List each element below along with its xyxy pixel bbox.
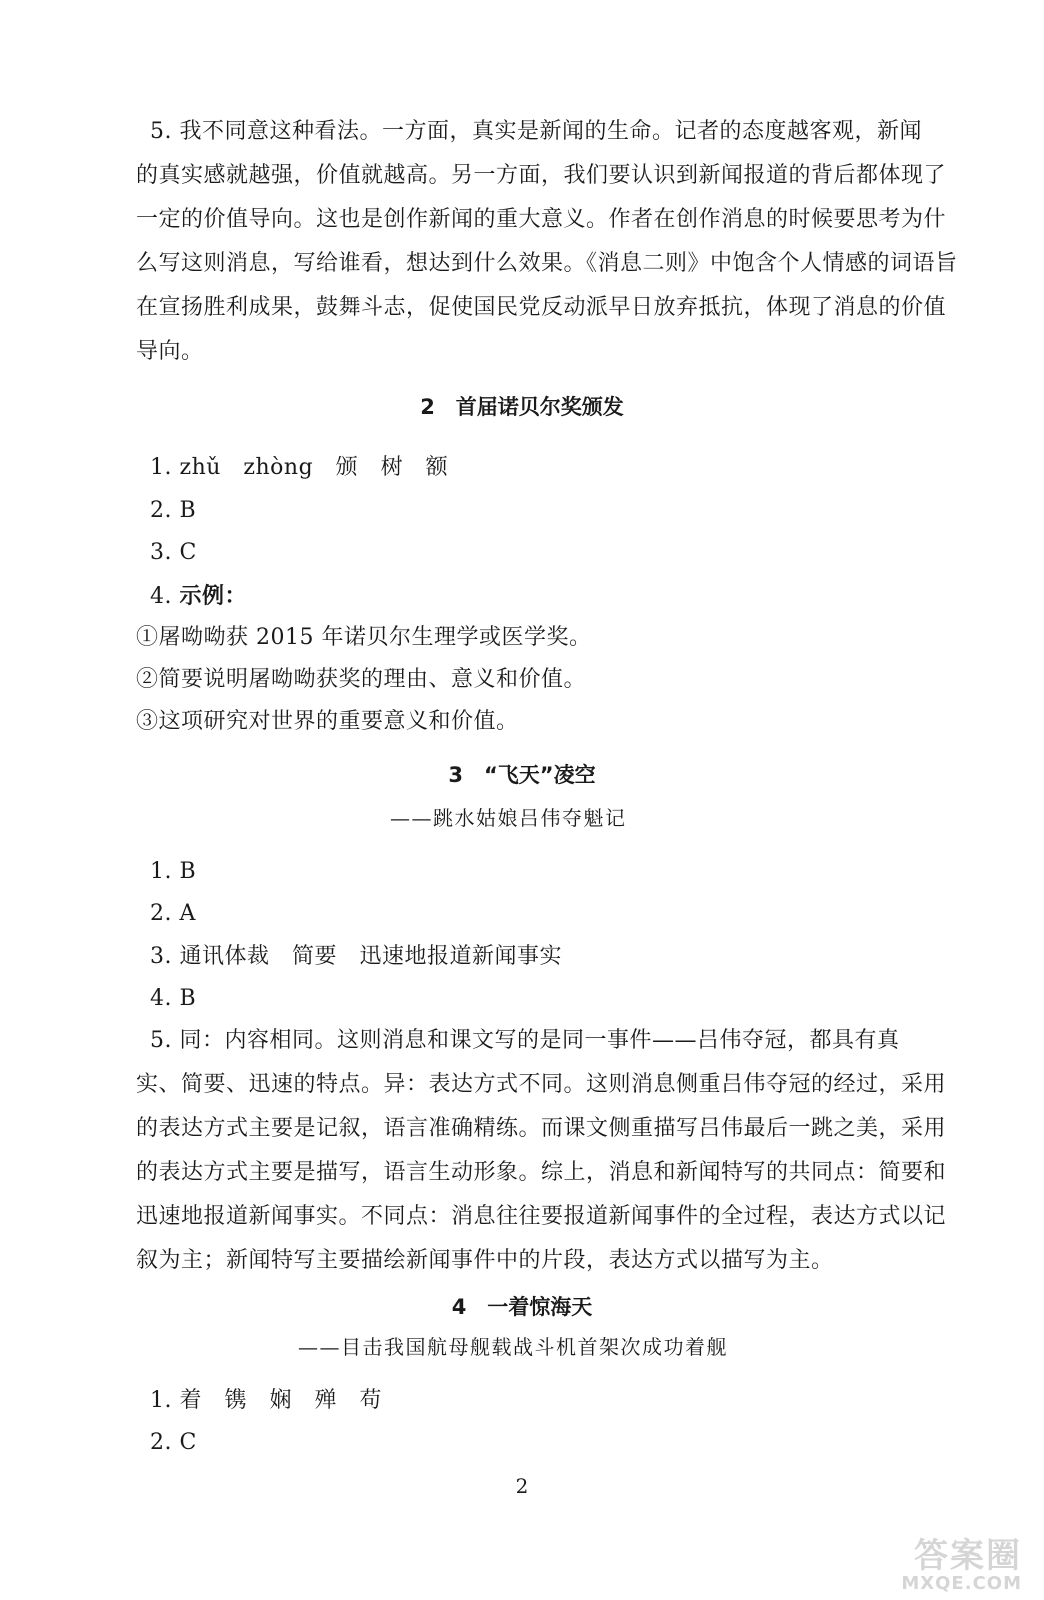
paragraph-line: 5. 同：内容相同。这则消息和课文写的是同一事件——吕伟夺冠，都具有真 [150,1028,900,1053]
answer-item: 1. zhǔ zhòng 颁 树 额 [150,455,449,480]
paragraph-line: 么写这则消息，写给谁看，想达到什么效果。《消息二则》中饱含个人情感的词语旨 [136,251,958,276]
page-number: 2 [515,1474,529,1498]
paragraph-line: 的表达方式主要是描写，语言生动形象。综上，消息和新闻特写的共同点：简要和 [136,1160,947,1185]
paragraph-line: 的表达方式主要是记叙，语言准确精练。而课文侧重描写吕伟最后一跳之美，采用 [136,1116,947,1141]
example-item: ①屠呦呦获 2015 年诺贝尔生理学或医学奖。 [136,625,592,650]
answer-item-q4 [150,581,247,612]
answer-item: 3. C [150,540,197,565]
paragraph-line: 在宣扬胜利成果，鼓舞斗志，促使国民党反动派早日放弃抵抗，体现了消息的价值 [136,295,947,320]
answer-item: 3. 通讯体裁 简要 迅速地报道新闻事实 [150,944,562,969]
watermark-logo [876,1528,1026,1594]
watermark-title: 答案圈 [914,1536,1022,1576]
paragraph-line: 迅速地报道新闻事实。不同点：消息往往要报道新闻事件的全过程，表达方式以记 [136,1204,947,1229]
answer-item: 1. B [150,859,197,884]
paragraph-line: 一定的价值导向。这也是创作新闻的重大意义。作者在创作消息的时候要思考为什 [136,207,947,232]
answer-item: 1. 着 镌 娴 殚 苟 [150,1388,382,1413]
watermark-url: MXQE.COM [901,1573,1022,1594]
section-subtitle-4: ——目击我国航母舰载战斗机首架次成功着舰 [298,1335,728,1359]
example-item: ②简要说明屠呦呦获奖的理由、意义和价值。 [136,667,587,692]
example-item: ③这项研究对世界的重要意义和价值。 [136,709,519,734]
paragraph-line: 5. 我不同意这种看法。一方面，真实是新闻的生命。记者的态度越客观，新闻 [150,119,922,144]
example-label: 示例： [179,583,247,609]
answer-item: 2. C [150,1430,197,1455]
answer-item: 2. B [150,498,197,523]
section-subtitle-3: ——跳水姑娘吕伟夺魁记 [390,806,627,830]
section-heading-3: 3 “飞天”凌空 [448,763,596,787]
paragraph-line: 实、简要、迅速的特点。异：表达方式不同。这则消息侧重吕伟夺冠的经过，采用 [136,1072,947,1097]
answer-paragraph-q5-section3 [136,1019,952,1283]
paragraph-line: 叙为主；新闻特写主要描绘新闻事件中的片段，表达方式以描写为主。 [136,1248,834,1273]
section-heading-4: 4 一着惊海天 [451,1295,593,1319]
answer-item: 2. A [150,901,196,926]
item-number: 4. [150,584,180,609]
paragraph-line: 的真实感就越强，价值就越高。另一方面，我们要认识到新闻报道的背后都体现了 [136,163,947,188]
answer-paragraph-q5-section1 [136,110,958,374]
section-heading-2: 2 首届诺贝尔奖颁发 [420,395,624,419]
paragraph-line: 导向。 [136,339,204,364]
answer-item: 4. B [150,986,197,1011]
